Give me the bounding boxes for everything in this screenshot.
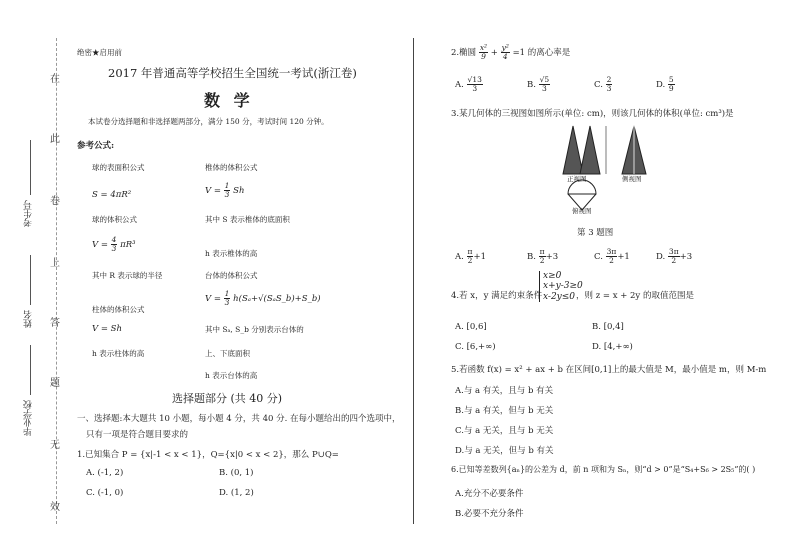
question-6-stem: 6.已知等差数列{aₙ}的公差为 d，前 n 项和为 Sₙ，则“d > 0”是“S₄+S₆ > 2S₅”的( ) — [451, 465, 756, 474]
question-2-option-c[interactable]: C. $\frac{2}{3}$ — [594, 75, 612, 93]
question-3-option-a[interactable]: A. $\frac{\pi}{2}$ +1 — [455, 247, 487, 265]
question-3-stem: 3.某几何体的三视图如图所示(单位: cm)，则该几何体的体积(单位: cm³)是 — [451, 109, 734, 119]
exam-intro: 本试卷分选择题和非选择题两部分，满分 150 分，考试时间 120 分钟。 — [88, 117, 329, 126]
question-2-option-a[interactable]: A. $\frac{√13}{3}$ — [455, 75, 482, 93]
front-view — [563, 126, 606, 174]
question-1-stem: 1.已知集合 P = {x|-1 < x < 1}，Q={x|0 < x < 2}，那么 P∪Q= — [77, 450, 339, 460]
side-view-label: 侧视图 — [622, 175, 642, 183]
sphere-volume-formula: V = $\frac{4}{3}$ πR³ — [92, 235, 136, 253]
margin-char: 效 — [50, 502, 60, 513]
question-4-option-c[interactable]: C. [6,+∞) — [455, 342, 496, 352]
question-5-option-b[interactable]: B.与 a 有关，但与 b 无关 — [455, 406, 554, 416]
question-2-stem: 2.椭圆 $\frac{\text{x²}}{9}$ + $\frac{\text{y²}}{4}$ =1 的离心率是 — [451, 43, 571, 61]
margin-char: 此 — [50, 134, 60, 145]
frustum-area-note: 其中 Sₐ, S_b 分别表示台体的 — [205, 325, 304, 334]
frustum-base-note: 上、下底面积 — [205, 349, 250, 358]
margin-char: 上 — [50, 258, 60, 269]
margin-char: 卷 — [50, 196, 60, 207]
cone-area-note: 其中 S 表示椎体的底面积 — [205, 215, 290, 224]
question-1-option-c[interactable]: C. (-1, 0) — [86, 488, 124, 498]
margin-char: 题 — [50, 378, 60, 389]
section-description: 只有一项是符合题目要求的 — [86, 430, 189, 440]
formula-heading: 参考公式: — [77, 141, 115, 151]
frustum-label: 台体的体积公式 — [205, 271, 258, 280]
question-1-option-d[interactable]: D. (1, 2) — [219, 488, 254, 498]
margin-char: 在 — [50, 74, 60, 85]
sphere-volume-label: 球的体积公式 — [92, 215, 137, 224]
prism-label: 柱体的体积公式 — [92, 305, 145, 314]
school-field[interactable] — [30, 345, 31, 395]
column-divider — [413, 38, 414, 524]
radius-note: 其中 R 表示球的半径 — [92, 271, 163, 280]
question-5-option-c[interactable]: C.与 a 无关，且与 b 无关 — [455, 426, 554, 436]
question-4-option-b[interactable]: B. [0,4] — [592, 322, 624, 332]
question-1-option-a[interactable]: A. (-1, 2) — [86, 468, 124, 478]
exam-title: 2017 年普通高等学校招生全国统一考试(浙江卷) — [108, 66, 357, 80]
cone-label: 椎体的体积公式 — [205, 163, 258, 172]
side-view — [622, 126, 646, 174]
name-field[interactable] — [30, 255, 31, 305]
school-label: 毕业学校 — [24, 400, 34, 436]
question-4-option-a[interactable]: A. [0,6] — [455, 322, 487, 332]
exam-number-label: 考生号 — [24, 200, 34, 227]
question-2-option-d[interactable]: D. $\frac{5}{9}$ — [656, 75, 674, 93]
cone-formula: V = $\frac{1}{3}$ Sh — [205, 181, 245, 199]
question-3-option-c[interactable]: C. $\frac{3\pi}{2}$ +1 — [594, 247, 630, 265]
question-5-stem: 5.若函数 f(x) = x² + ax + b 在区间[0,1]上的最大值是 M，最小值是 m，则 M-m — [451, 365, 767, 375]
front-view-label: 正视图 — [567, 175, 587, 183]
question-6-option-a[interactable]: A.充分不必要条件 — [455, 489, 524, 499]
prism-height-note: h 表示柱体的高 — [92, 349, 145, 358]
secret-mark: 绝密★启用前 — [77, 48, 122, 57]
question-4-option-d[interactable]: D. [4,+∞) — [592, 342, 633, 352]
question-3-option-b[interactable]: B. $\frac{\pi}{2}$ +3 — [527, 247, 559, 265]
margin-char: 答 — [50, 318, 60, 329]
figure-caption: 第 3 题图 — [577, 228, 614, 238]
question-5-option-a[interactable]: A.与 a 有关，且与 b 有关 — [455, 386, 554, 396]
section-title: 选择题部分 (共 40 分) — [172, 392, 283, 405]
binding-dashed-line — [56, 38, 57, 524]
frustum-height-note: h 表示台体的高 — [205, 371, 258, 380]
top-view-label: 俯视图 — [572, 207, 592, 215]
subject-title: 数 学 — [204, 91, 254, 110]
exam-number-field[interactable] — [30, 140, 31, 195]
prism-formula: V = Sh — [92, 324, 122, 334]
margin-char: 无 — [50, 440, 60, 451]
question-6-option-b[interactable]: B.必要不充分条件 — [455, 509, 524, 519]
constraint-system: x≥0 x+y-3≥0 x-2y≤0 — [539, 271, 583, 302]
question-4-stem-prefix: 4.若 x，y 满足约束条件 — [451, 291, 543, 301]
sphere-area-label: 球的表面积公式 — [92, 163, 145, 172]
cone-height-note: h 表示椎体的高 — [205, 249, 258, 258]
frustum-formula: V = $\frac{1}{3}$ h(Sₐ+√(SₐS_b)+S_b) — [205, 289, 321, 307]
three-view-figure — [560, 122, 670, 216]
question-3-option-d[interactable]: D. $\frac{3\pi}{2}$ +3 — [656, 247, 693, 265]
section-description: 一、选择题:本大题共 10 小题，每小题 4 分，共 40 分. 在每小题给出的四个选项中， — [77, 414, 401, 424]
sphere-area-formula: S = 4πR² — [92, 190, 132, 200]
question-2-option-b[interactable]: B. $\frac{√5}{3}$ — [527, 75, 550, 93]
question-4-stem-suffix: ，则 z = x + 2y 的取值范围是 — [576, 291, 694, 301]
name-label: 姓名 — [24, 310, 34, 328]
question-1-option-b[interactable]: B. (0, 1) — [219, 468, 254, 478]
question-5-option-d[interactable]: D.与 a 无关，但与 b 有关 — [455, 446, 554, 456]
